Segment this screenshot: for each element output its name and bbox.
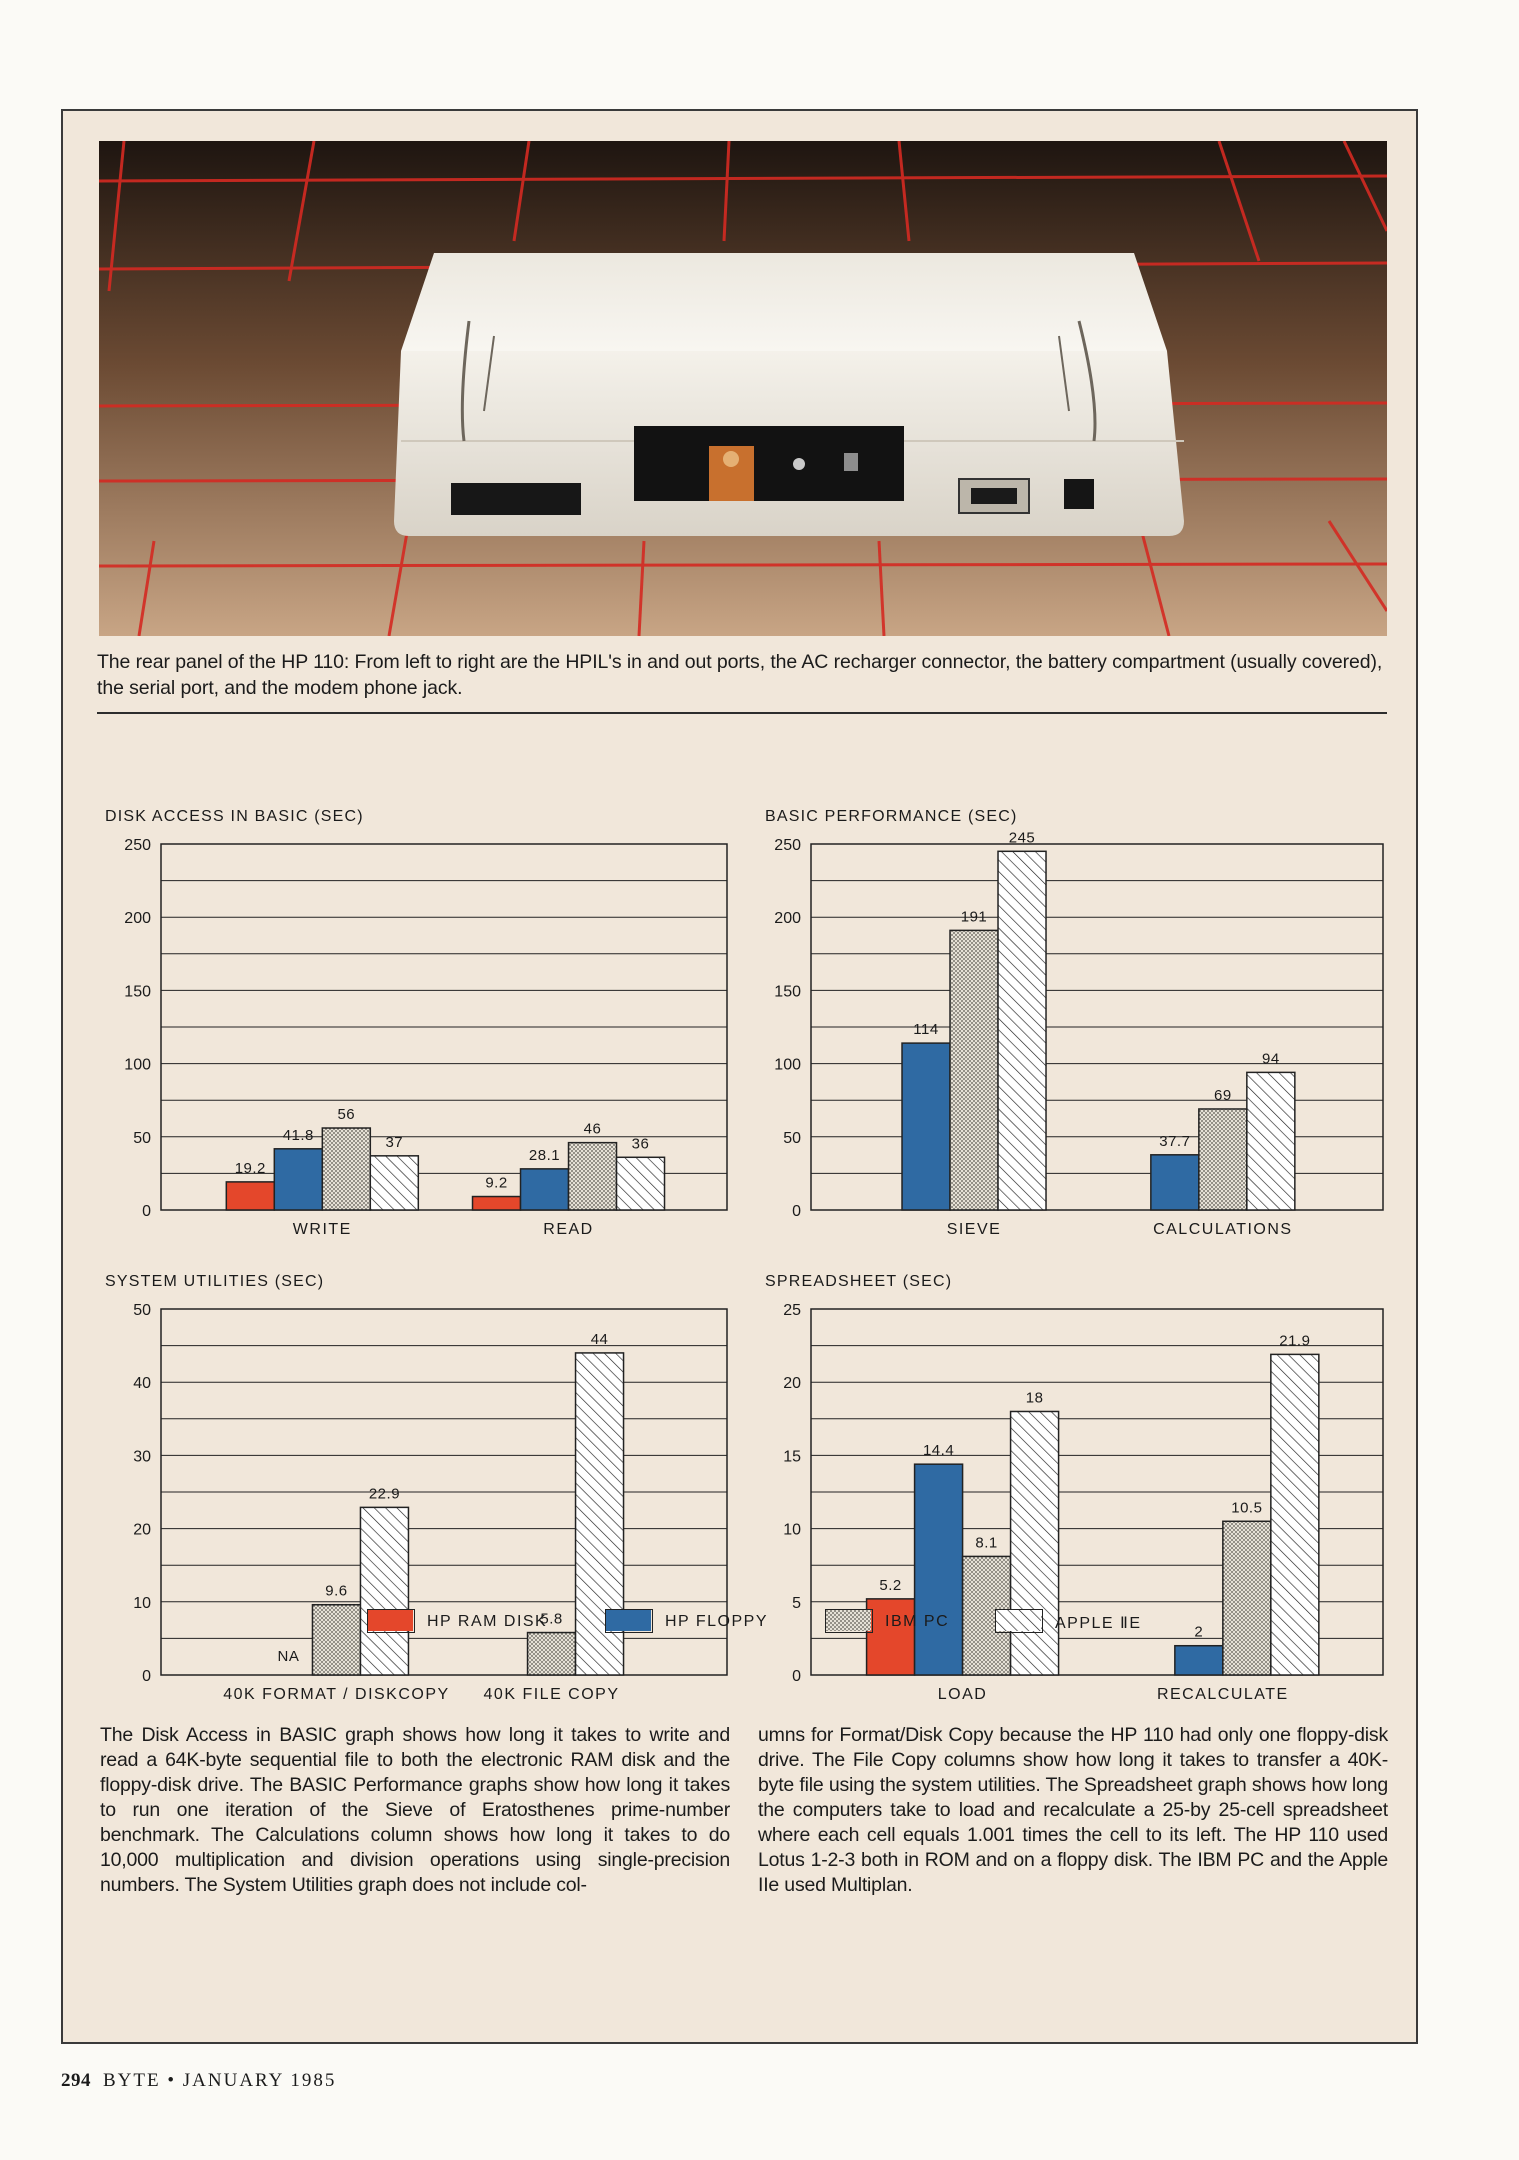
data-label: 114 [913,1021,939,1039]
bar [360,1507,408,1675]
y-tick-label: 0 [142,1668,151,1685]
chart-basic-performance [765,808,1465,1348]
data-label: 94 [1261,1050,1280,1068]
legend-label: HP RAM DISK [427,1613,548,1630]
category-label: SIEVE [946,1221,1002,1238]
data-label: 37 [385,1133,404,1151]
photo-caption: The rear panel of the HP 110: From left to right are the HPIL's in and out ports, the AC recharger connector, the battery compartment (usually covered), the serial port, and the modem phone jack. [97,651,1383,699]
category-label: 40K FORMAT / DISKCOPY [223,1686,450,1703]
legend-label: HP FLOPPY [665,1613,769,1630]
bar [1223,1521,1271,1675]
legend-swatch [605,1609,653,1633]
data-label: 18 [1025,1389,1044,1407]
hp110-rear-panel-photo [99,141,1387,636]
data-label: 56 [337,1106,356,1124]
data-label: 191 [960,908,988,926]
bar [998,851,1046,1210]
data-label: 8.1 [975,1534,998,1552]
chart-canvas [765,1273,1465,1733]
data-label: 9.6 [325,1582,348,1600]
data-label: 69 [1213,1086,1232,1104]
bar [226,1182,274,1210]
data-label: 19.2 [234,1159,266,1177]
category-label: READ [543,1221,594,1238]
category-label: WRITE [292,1221,352,1238]
page-footer [61,2070,336,2092]
data-label: 37.7 [1159,1132,1191,1150]
data-label: 21.9 [1279,1332,1311,1350]
bar [569,1143,617,1210]
data-label: NA [277,1648,300,1665]
category-label: RECALCULATE [1156,1686,1289,1703]
chart-title: SPREADSHEET (SEC) [765,1273,953,1290]
bar [902,1043,950,1210]
body-text-right-column: umns for Format/Disk Copy because the HP 110 had only one floppy-disk drive. The File Copy columns show how long it takes to transfer a 40K-byte file using the system utilities. The Spreadsheet graph shows how long the computers take to load and recalculate a 25-by 25-cell spreadsheet where each cell equals 1.001 times the cell to its left. The HP 110 used Lotus 1-2-3 both in ROM and on a floppy disk. The IBM PC and the Apple IIe used Multiplan. [758,1724,1388,1896]
data-label: 9.2 [485,1174,508,1192]
bar [1151,1155,1199,1210]
y-tick-label: 50 [133,1129,151,1147]
bar [322,1128,370,1210]
data-label: 10.5 [1231,1499,1263,1517]
data-label: 245 [1008,829,1036,847]
y-tick-label: 10 [783,1521,801,1539]
category-label: CALCULATIONS [1153,1221,1293,1238]
y-tick-label: 200 [774,910,801,928]
y-tick-label: 0 [792,1668,801,1685]
data-label: 14.4 [922,1442,955,1460]
legend-swatch [995,1609,1043,1633]
legend-swatch [825,1609,873,1633]
bar [1199,1109,1247,1210]
chart-canvas [765,808,1465,1268]
bar [473,1197,521,1210]
category-label: LOAD [937,1686,988,1703]
data-label: 46 [583,1120,602,1138]
y-tick-label: 15 [783,1448,801,1466]
bar [274,1149,322,1210]
chart-title: SYSTEM UTILITIES (SEC) [105,1273,325,1290]
y-tick-label: 250 [774,837,801,854]
y-tick-label: 100 [774,1056,801,1074]
bar [521,1169,569,1210]
bar [915,1464,963,1675]
data-label: 22.9 [368,1485,401,1503]
y-tick-label: 50 [133,1302,151,1319]
y-tick-label: 100 [124,1056,151,1074]
data-label: 44 [590,1330,609,1348]
caption-divider [97,712,1387,714]
y-tick-label: 5 [792,1594,801,1612]
data-label: 41.8 [282,1126,314,1144]
legend-swatch [367,1609,415,1633]
chart-canvas [105,1273,805,1733]
bar [1247,1072,1295,1210]
data-label: 2 [1194,1623,1204,1641]
bar [617,1157,665,1210]
y-tick-label: 50 [783,1129,801,1147]
chart-legend [305,1607,1205,1639]
legend-label: APPLE ⅡE [1055,1615,1142,1632]
chart-canvas [105,808,805,1268]
y-tick-label: 150 [124,983,151,1001]
y-tick-label: 25 [783,1302,801,1319]
y-tick-label: 0 [142,1203,151,1220]
y-tick-label: 20 [133,1521,151,1539]
bar [1175,1646,1223,1675]
data-label: 5.2 [879,1576,902,1594]
y-tick-label: 20 [783,1375,801,1393]
y-tick-label: 10 [133,1594,151,1612]
bar [1271,1354,1319,1675]
y-tick-label: 0 [792,1203,801,1220]
y-tick-label: 30 [133,1448,151,1466]
magazine-issue: BYTE • JANUARY 1985 [103,2070,337,2091]
data-label: 36 [631,1135,650,1153]
category-label: 40K FILE COPY [483,1686,620,1703]
chart-title: DISK ACCESS IN BASIC (SEC) [105,808,364,825]
bar [370,1156,418,1210]
chart-title: BASIC PERFORMANCE (SEC) [765,808,1018,825]
y-tick-label: 150 [774,983,801,1001]
legend-label: IBM PC [885,1613,950,1630]
y-tick-label: 200 [124,910,151,928]
y-tick-label: 250 [124,837,151,854]
body-text-left-column: The Disk Access in BASIC graph shows how long it takes to write and read a 64K-byte sequential file to both the electronic RAM disk and the floppy-disk drive. The BASIC Performance graphs show how long it takes to run one iteration of the Sieve of Eratosthenes prime-number benchmark. The Calculations column shows how long it takes to do 10,000 multiplication and division operations using single-precision numbers. The System Utilities graph does not include col- [100,1724,730,1896]
bar [950,930,998,1210]
page-number: 294 [61,2070,91,2091]
chart-disk-access-in-basic [105,808,805,1348]
y-tick-label: 40 [133,1375,151,1393]
data-label: 5.8 [540,1610,563,1628]
data-label: 28.1 [528,1146,561,1164]
